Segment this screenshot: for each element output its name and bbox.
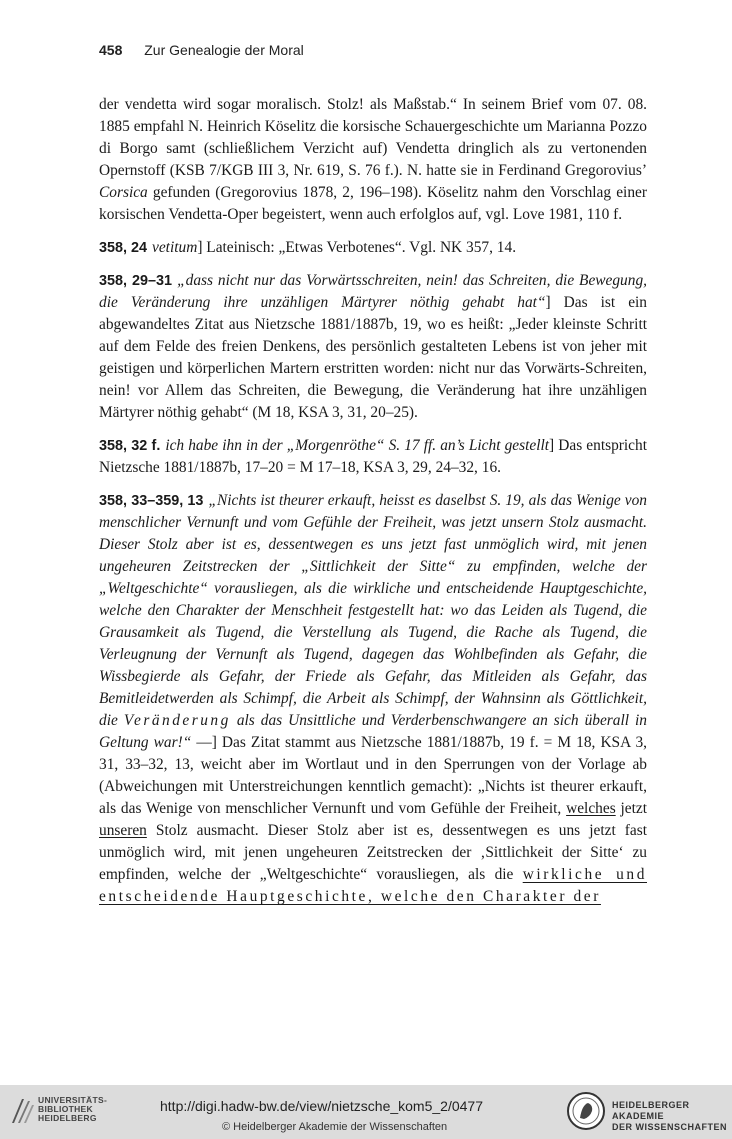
paragraph-4	[99, 435, 647, 479]
p1-title-corsica: Corsica	[99, 184, 148, 201]
paragraph-2	[99, 237, 647, 259]
commentary-text	[99, 94, 647, 919]
p3-quote: „dass nicht nur das Vorwärtsschreiten, nein! das Schreiten, die Bewegung, die Veränderung ihre unzähligen Märtyrer nöthig gehabt hat“	[99, 272, 647, 311]
p2-quote: vetitum	[152, 239, 198, 256]
academy-seal-icon	[566, 1091, 606, 1131]
p5-comment-h: Stolz ausmacht. Dieser Stolz aber ist es, dessentwegen es uns jetzt fast unmöglich wird, mit jenen ungeheuren Zeitstrecken der ‚Sittlichkeit der Sitte‘ zu empfinden, welche der „Weltgeschichte“ vorausliegen, als die	[99, 822, 647, 883]
p5-comment-d: —] Das Zitat stammt aus Nietzsche 1881/1887b, 19 f. = M 18, KSA 3, 31, 33–32, 13, weicht aber im Wortlaut und in den Sperrungen von der Vorlage ab (Abweichungen mit Unterstreichungen kenntlich gemacht): „Nichts ist theurer erkauft, als das Wenige von menschlicher Vernunft und vom Gefühle der Freiheit,	[99, 734, 647, 817]
copyright-notice: © Heidelberger Akademie der Wissenschaften	[222, 1121, 448, 1133]
p5-underlined-unseren: unseren	[99, 822, 147, 839]
library-line-1: UNIVERSITÄTS-	[38, 1095, 108, 1105]
p2-comment: ] Lateinisch: „Etwas Verbotenes“. Vgl. NK 357, 14.	[197, 239, 517, 256]
p4-quote: ich habe ihn in der „Morgenröthe“ S. 17 ff. an’s Licht gestellt	[165, 437, 550, 454]
running-title: Zur Genealogie der Moral	[144, 42, 304, 58]
library-line-3: HEIDELBERG	[38, 1113, 97, 1123]
p1-text-a: der vendetta wird sogar moralisch. Stolz! als Maßstab.“ In seinem Brief vom 07. 08. 1885 empfahl N. Heinrich Köselitz die korsische Schauergeschichte um Marianna Pozzo di Borgo samt (schließlichem Verzicht auf) Vendetta dringlich als zu vertonenden Opernstoff (KSB 7/KGB III 3, Nr. 619, S. 76 f.). N. hatte sie in Ferdinand Gregorovius’	[99, 96, 647, 179]
page-number: 458	[99, 42, 123, 58]
p5-quote-spaced: Veränderung	[123, 712, 231, 729]
paragraph-3	[99, 270, 647, 424]
p5-underlined-welches: welches	[566, 800, 616, 817]
permalink-url[interactable]: http://digi.hadw-bw.de/view/nietzsche_kom5_2/0477	[160, 1098, 483, 1114]
lemma-358-33: 358, 33–359, 13	[99, 493, 204, 509]
p5-quote-c: als das Unsittliche und Verderbenschwangere an sich überall in Geltung war!“	[99, 712, 647, 751]
p4-comment: ] Das entspricht Nietzsche 1881/1887b, 17–20 = M 17–18, KSA 3, 29, 24–32, 16.	[99, 437, 647, 476]
paragraph-5	[99, 490, 647, 908]
library-line-2: BIBLIOTHEK	[38, 1104, 93, 1114]
p5-comment-f: jetzt	[615, 800, 648, 817]
academy-name	[612, 1100, 732, 1133]
p5-underlined-spaced: wirkliche und entscheidende Hauptgeschichte, welche den Charakter der	[99, 866, 647, 905]
lemma-358-32: 358, 32 f.	[99, 438, 161, 454]
paragraph-1	[99, 94, 647, 226]
page-header	[99, 42, 659, 64]
academy-line-1: HEIDELBERGER AKADEMIE	[612, 1100, 690, 1121]
lemma-358-24: 358, 24	[99, 240, 148, 256]
academy-line-2: DER WISSENSCHAFTEN	[612, 1122, 728, 1132]
university-library-name	[38, 1096, 107, 1123]
p1-text-c: gefunden (Gregorovius 1878, 2, 196–198). Köselitz nahm den Vorschlag einer korsischen Vendetta-Oper begeistert, wenn auch erfolglos auf, vgl. Love 1981, 110 f.	[99, 184, 647, 223]
p3-comment: ] Das ist ein abgewandeltes Zitat aus Nietzsche 1881/1887b, 19, wo es heißt: „Jeder kleinste Schritt auf dem Felde des freien Denkens, des persönlich gestalteten Lebens ist von jeher mit geistigen und körperlichen Martern erstritten worden: nicht nur das Vorwärts-Schreiten, nein! vor Allem das Schreiten, die Bewegung, die Veränderung hat ihre unzähligen Märtyrer nöthig gehabt“ (M 18, KSA 3, 31, 20–25).	[99, 294, 647, 421]
page-footer	[0, 1085, 732, 1139]
p5-quote-a: „Nichts ist theurer erkauft, heisst es daselbst S. 19, als das Wenige von menschlicher Vernunft und vom Gefühle der Freiheit, was jetzt unsern Stolz ausmacht. Dieser Stolz aber ist es, dessentwegen es uns jetzt fast unmöglich wird, mit jenen ungeheuren Zeitstrecken der „Sittlichkeit der Sitte“ zu empfinden, welche der „Weltgeschichte“ vorausliegen, als die wirkliche und entscheidende Hauptgeschichte, welche den Charakter der Menschheit festgestellt hat: wo das Leiden als Tugend, die Grausamkeit als Tugend, die Verstellung als Tugend, die Rache als Tugend, die Verleugnung der Vernunft als Tugend, dagegen das Wohlbefinden als Gefahr, die Wissbegierde als Gefahr, der Friede als Gefahr, das Mitleiden als Gefahr, das Bemitleidetwerden als Schimpf, die Arbeit als Schimpf, der Wahnsinn als Göttlichkeit, die	[99, 492, 647, 729]
lemma-358-29: 358, 29–31	[99, 273, 173, 289]
